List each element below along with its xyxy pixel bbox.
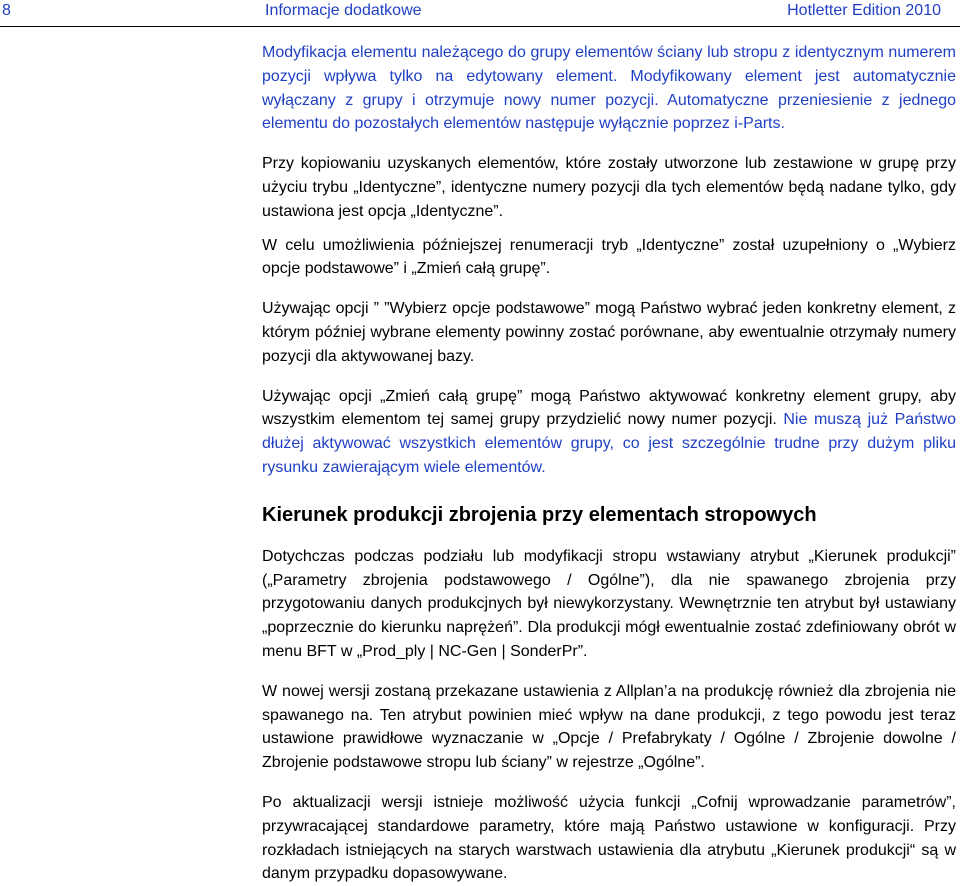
paragraph-no-longer-text: Nie muszą już Państwo dłużej aktywować wszystkich elementów grupy, co jest szczególnie trudne przy dużym pliku rysunku zawierającym wiele elementów. — [262, 411, 956, 476]
paragraph-change-group-text: Używając opcji „Zmień całą grupę” mogą Państwo aktywować konkretny element grupy, aby wszystkim elementom tej samej grupy przydzielić nowy numer pozycji. — [262, 387, 956, 429]
paragraph-modification — [262, 41, 956, 136]
paragraph-base-options: Używając opcji ” ”Wybierz opcje podstawowe” mogą Państwo wybrać jeden konkretny element, z którym później wybrane elementy powinny zostać porównane, aby ewentualnie otrzymały numery pozycji dla aktywowanej bazy. — [262, 300, 956, 365]
paragraph-iparts-text: Automatyczne przeniesienie z jednego elementu do pozostałych elementów następuje wyłącznie poprzez i-Parts. — [262, 91, 957, 133]
page-content — [262, 41, 956, 886]
edition-title: Hotletter Edition 2010 — [787, 2, 941, 19]
paragraph-copying: Przy kopiowaniu uzyskanych elementów, które zostały utworzone lub zestawione w grupę przy użyciu trybu „Identyczne”, identyczne numery pozycji dla tych elementów będą nadane tylko, gdy ustawiona jest opcja „Identyczne”. — [262, 155, 956, 220]
section-title: Informacje dodatkowe — [265, 2, 422, 19]
section-heading: Kierunek produkcji zbrojenia przy elementach stropowych — [262, 503, 817, 526]
paragraph-update: Po aktualizacji wersji istnieje możliwość użycia funkcji „Cofnij wprowadzanie parametrów”, przywracającej standardowe parametry, które mają Państwo ustawione w konfiguracji. Przy rozkładach istniejących na starych warstwach ustawienia dla atrybutu „Kierunek produkcji“ są w danym przypadku dopasowywane. — [262, 793, 956, 883]
paragraph-new-version: W nowej wersji zostaną przekazane ustawienia z Allplan’a na produkcję również dla zbrojenia nie spawanego na. Ten atrybut powinien mieć wpływ na dane produkcji, z tego powodu jest teraz ustawione prawidłowe wyznaczanie w „Opcje / Prefabrykaty / Ogólne / Zbrojenie dowolne / Zbrojenie podstawowe stropu lub ściany” w rejestrze „Ogólne”. — [262, 682, 956, 772]
page-number: 8 — [2, 2, 11, 19]
paragraph-modification-text: Modyfikacja elementu należącego do grupy elementów ściany lub stropu z identycznym numerem pozycji wpływa tylko na edytowany element. Modyfikowany element jest automatycznie wyłączany z grupy i otrzymuje nowy numer pozycji. — [262, 44, 956, 109]
page-header — [0, 0, 960, 26]
paragraph-production-direction: Dotychczas podczas podziału lub modyfikacji stropu wstawiany atrybut „Kierunek produkcji” („Parametry zbrojenia podstawowego / Ogólne”), dla nie spawanego zbrojenia przy przygotowaniu danych produkcjnych był niewykorzystany. Wewnętrznie ten atrybut był ustawiany „poprzecznie do kierunku naprężeń”. Dla produkcji mógł ewentualnie zostać zdefiniowany obrót w menu BFT w „Prod_ply | NC-Gen | SonderPr”. — [262, 547, 956, 660]
paragraph-change-group — [262, 385, 956, 480]
header-divider — [0, 26, 960, 27]
paragraph-renumbering: W celu umożliwienia późniejszej renumeracji tryb „Identyczne” został uzupełniony o „Wybierz opcje podstawowe” i „Zmień całą grupę”. — [262, 236, 956, 278]
